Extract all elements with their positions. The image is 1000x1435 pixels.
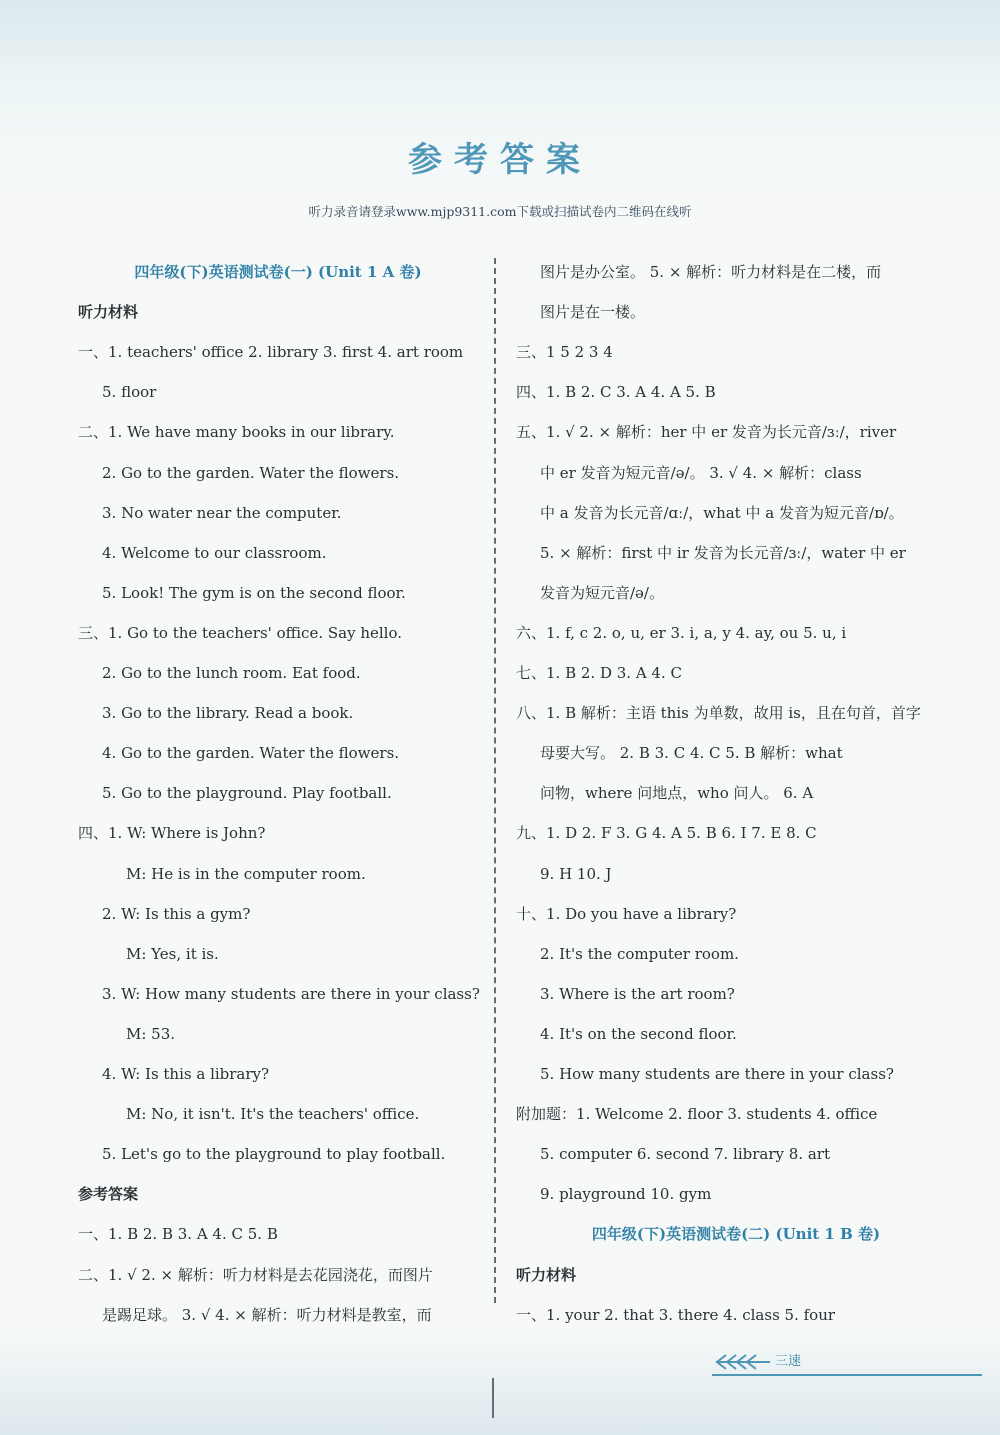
answer-line: 一、1. your 2. that 3. there 4. class 5. four [516, 1305, 836, 1324]
answer-line: 六、1. f, c 2. o, u, er 3. i, a, y 4. ay, ou 5. u, i [516, 623, 847, 642]
answer-line: 一、1. teachers' office 2. library 3. first 4. art room [78, 343, 464, 362]
answer-line: 5. computer 6. second 7. library 8. art [540, 1145, 830, 1164]
answer-line: 2. It's the computer room. [540, 944, 739, 963]
answer-line: 三、1. Go to the teachers' office. Say hello. [78, 623, 402, 642]
answer-line: M: No, it isn't. It's the teachers' office. [126, 1105, 420, 1124]
answer-line: M: 53. [126, 1024, 176, 1043]
column-divider-bottom [492, 1378, 494, 1418]
answer-line: 附加题：1. Welcome 2. floor 3. students 4. office [516, 1105, 878, 1124]
answer-line: 2. Go to the garden. Water the flowers. [102, 463, 400, 482]
answer-line: M: Yes, it is. [126, 944, 219, 963]
answer-line: 9. H 10. J [540, 864, 612, 883]
answer-line: 2. Go to the lunch room. Eat food. [102, 664, 361, 682]
answer-line: 问物，where 问地点，who 问人。 6. A [540, 784, 814, 803]
footer-label: 三速 [775, 1354, 802, 1369]
answer-line: 3. W: How many students are there in your class? [102, 984, 480, 1003]
footer-rule [712, 1374, 982, 1376]
answer-line: 4. Go to the garden. Water the flowers. [102, 744, 400, 763]
answer-line: 五、1. √ 2. × 解析：her 中 er 发音为长元音/ɜː/，river [516, 423, 897, 442]
answer-line: 5. floor [102, 383, 157, 402]
answer-line: 是踢足球。 3. √ 4. × 解析：听力材料是教室，而 [102, 1305, 432, 1324]
answer-line: 七、1. B 2. D 3. A 4. C [516, 664, 682, 682]
subsection-label: 听力材料 [78, 303, 139, 322]
answer-line: 4. It's on the second floor. [540, 1024, 737, 1043]
subsection-label: 参考答案 [78, 1185, 139, 1204]
answer-line: 中 er 发音为短元音/ə/。 3. √ 4. × 解析：class [540, 463, 862, 482]
answer-line: 5. Go to the playground. Play football. [102, 784, 392, 803]
answer-line: 4. Welcome to our classroom. [102, 543, 327, 562]
answer-line: 一、1. B 2. B 3. A 4. C 5. B [78, 1225, 278, 1244]
answer-line: 四、1. B 2. C 3. A 4. A 5. B [516, 383, 716, 402]
answer-line: 母要大写。 2. B 3. C 4. C 5. B 解析：what [540, 744, 843, 763]
arrow-icon [712, 1352, 772, 1372]
answer-line: 5. × 解析：first 中 ir 发音为长元音/ɜː/，water 中 er [540, 543, 906, 562]
answer-line: 四、1. W: Where is John? [78, 824, 266, 843]
answer-line: 二、1. √ 2. × 解析：听力材料是去花园浇花，而图片 [78, 1265, 433, 1284]
answer-line: 中 a 发音为长元音/ɑː/，what 中 a 发音为短元音/ɒ/。 [540, 503, 904, 522]
answer-line: 3. No water near the computer. [102, 503, 342, 522]
answer-line: 3. Where is the art room? [540, 984, 735, 1003]
answer-line: 八、1. B 解析：主语 this 为单数，故用 is，且在句首，首字 [516, 704, 921, 723]
answer-line: 5. How many students are there in your class? [540, 1065, 894, 1083]
page-title: 参考答案 [408, 140, 592, 180]
page-subtitle: 听力录音请登录www.mjp9311.com下载或扫描试卷内二维码在线听 [308, 204, 692, 219]
section-heading: 四年级(下)英语测试卷(二) (Unit 1 B 卷) [591, 1225, 881, 1244]
answer-line: 图片是办公室。 5. × 解析：听力材料是在二楼，而 [540, 263, 882, 281]
column-divider [494, 258, 496, 1303]
answer-line: 十、1. Do you have a library? [516, 904, 737, 923]
answer-line: 2. W: Is this a gym? [102, 904, 251, 923]
answer-line: 三、1 5 2 3 4 [516, 343, 613, 362]
answer-line: M: He is in the computer room. [126, 864, 366, 883]
answer-line: 5. Look! The gym is on the second floor. [102, 583, 406, 602]
answer-line: 九、1. D 2. F 3. G 4. A 5. B 6. I 7. E 8. C [516, 824, 817, 843]
answer-line: 4. W: Is this a library? [102, 1065, 270, 1083]
answer-line: 3. Go to the library. Read a book. [102, 704, 354, 723]
answer-line: 5. Let's go to the playground to play football. [102, 1145, 446, 1164]
answer-line: 9. playground 10. gym [540, 1185, 712, 1204]
answer-line: 图片是在一楼。 [540, 303, 646, 322]
answer-line: 发音为短元音/ə/。 [540, 583, 664, 602]
answer-line: 二、1. We have many books in our library. [78, 423, 395, 442]
section-heading: 四年级(下)英语测试卷(一) (Unit 1 A 卷) [134, 263, 422, 281]
subsection-label: 听力材料 [516, 1265, 577, 1284]
